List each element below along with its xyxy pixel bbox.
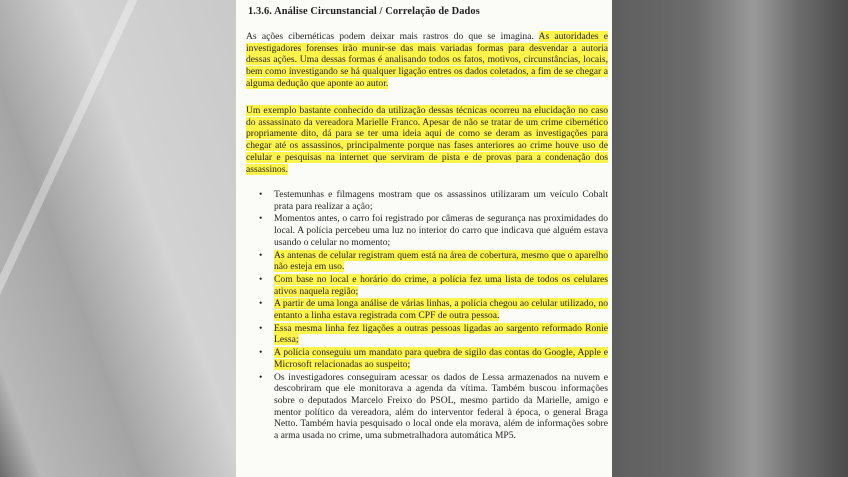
paragraph-example-highlight: Um exemplo bastante conhecido da utilização dessas técnicas ocorreu na elucidação no caso do assassinato da vereadora Marielle Franco. Apesar de não se tratar de um crime cibernético propriamente dito, dá para se ter uma ideia aqui de como se deram as investigações para chegar até os assassinos, principalmente porque nas fases anteriores ao crime houve uso de celular e pesquisas na internet que serviram de pista e de provas para a condenação dos assassinos. bbox=[246, 105, 608, 175]
background-left bbox=[0, 0, 236, 477]
list-item-text: As antenas de celular registram quem está na área de cobertura, mesmo que o aparelho não esteja em uso. bbox=[274, 249, 608, 273]
list-item bbox=[246, 347, 608, 370]
list-item bbox=[246, 274, 608, 297]
paragraph-example bbox=[246, 105, 608, 175]
list-item-text: Os investigadores conseguiram acessar os dados de Lessa armazenados na nuvem e descobriram que ele monitorava a agenda da vítima. Também buscou informações sobre o deputados Marcelo Freixo do PSOL, mesmo partido da Marielle, amigo e mentor político da vereadora, além do interventor federal à época, o general Braga Netto. Também havia pesquisado o local onde ela morava, além de informações sobre a arma usada no crime, uma submetralhadora automática MP5. bbox=[274, 371, 608, 442]
list-item-text: A partir de uma longa análise de várias linhas, a polícia chegou ao celular utilizado, no entanto a linha estava registrada com CPF de outra pessoa. bbox=[274, 298, 608, 322]
list-item-text: Essa mesma linha fez ligações a outras pessoas ligadas ao sargento reformado Ronie Lessa; bbox=[274, 322, 608, 346]
list-item bbox=[246, 250, 608, 273]
list-item-text: A polícia conseguiu um mandato para quebra de sigilo das contas do Google, Apple e Microsoft relacionadas ao suspeito; bbox=[274, 347, 608, 370]
paragraph-intro-highlight: As autoridades e investigadores forenses irão munir-se das mais variadas formas para desvendar a autoria dessas ações. Uma dessas formas é analisando todos os fatos, motivos, circunstâncias, locais, bem como investigando se há qualquer ligação entres os dados coletados, a fim de se chegar a alguma dedução que aponte ao autor. bbox=[246, 31, 608, 89]
paragraph-intro-plain: As ações cibernéticas podem deixar mais rastros do que se imagina. bbox=[246, 31, 539, 42]
section-heading: 1.3.6. Análise Circunstancial / Correlação de Dados bbox=[248, 6, 480, 17]
list-item-text: Momentos antes, o carro foi registrado por câmeras de segurança nas proximidades do local. A polícia percebeu uma luz no interior do carro que indicava que alguém estava usando o celular no momento; bbox=[274, 213, 608, 248]
list-item-text: Testemunhas e filmagens mostram que os assassinos utilizaram um veículo Cobalt prata para realizar a ação; bbox=[274, 189, 608, 212]
list-item bbox=[246, 189, 608, 212]
list-item-text: Com base no local e horário do crime, a polícia fez uma lista de todos os celulares ativos naquela região; bbox=[274, 273, 608, 297]
list-item bbox=[246, 323, 608, 346]
list-item bbox=[246, 213, 608, 248]
document-page bbox=[236, 0, 612, 477]
list-item bbox=[246, 372, 608, 442]
evidence-list bbox=[246, 189, 608, 443]
list-item bbox=[246, 298, 608, 321]
paragraph-intro bbox=[246, 31, 608, 90]
background-right bbox=[612, 0, 848, 477]
